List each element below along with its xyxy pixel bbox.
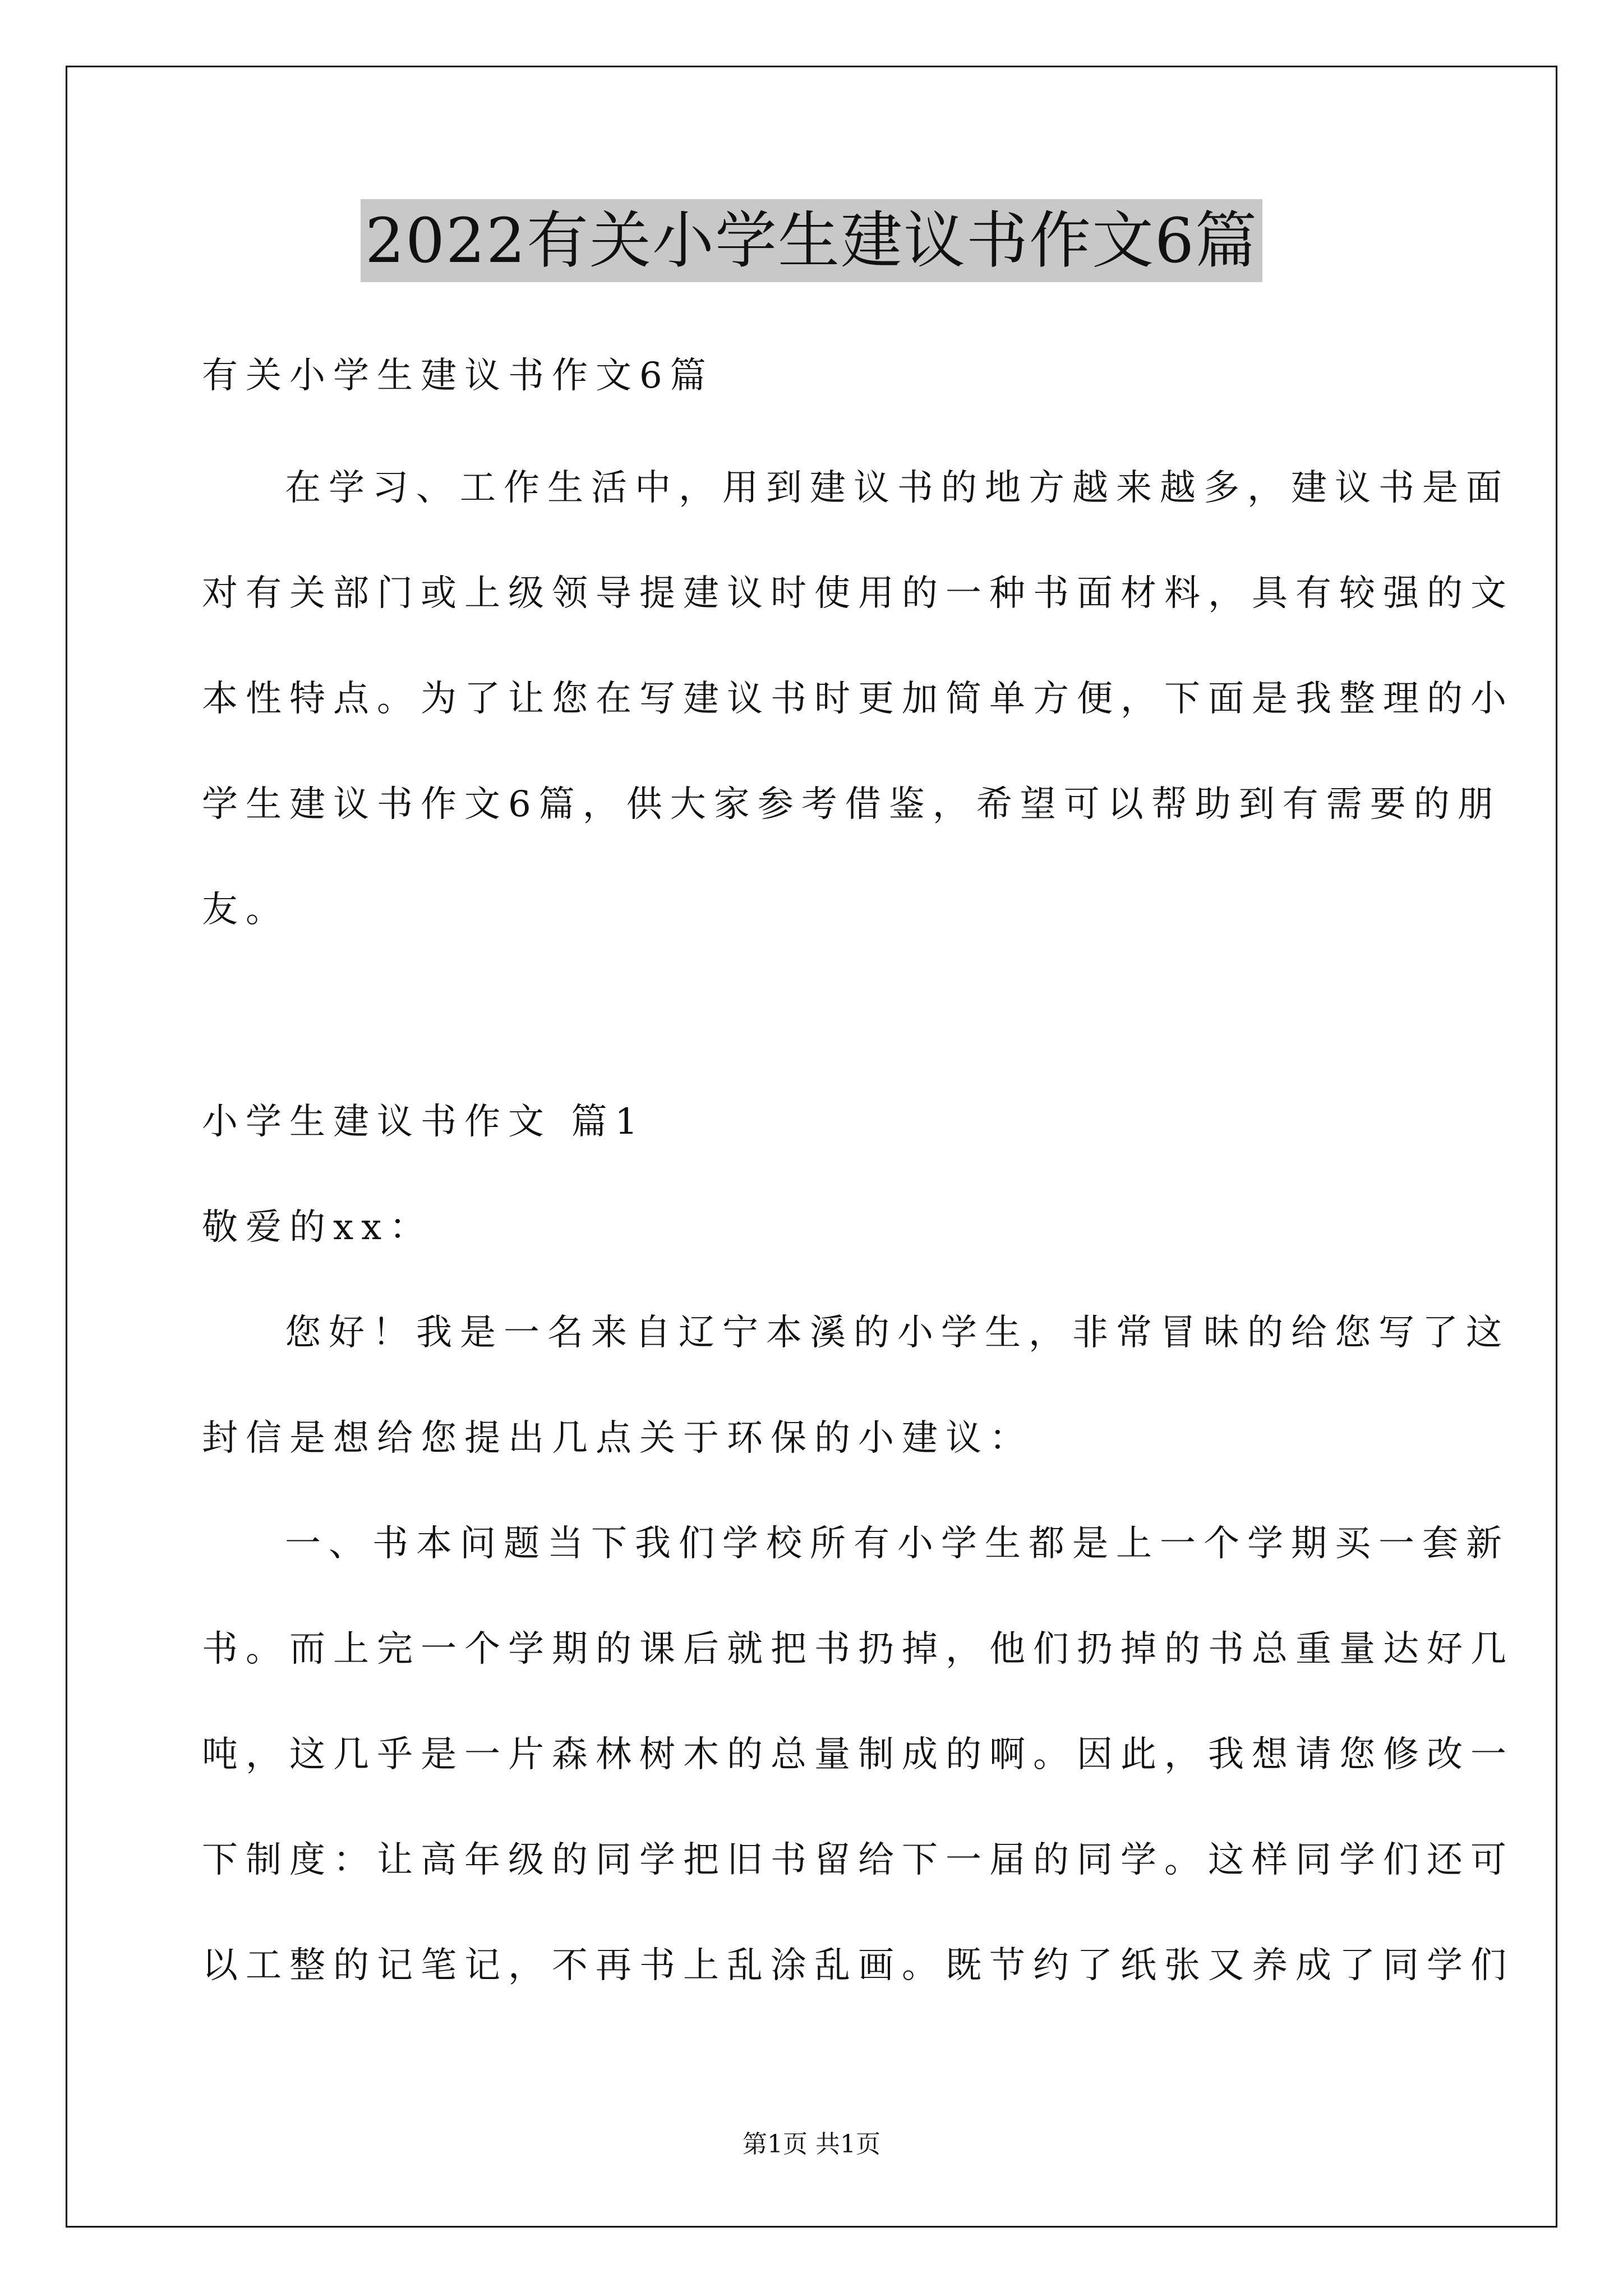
document-title: 2022有关小学生建议书作文6篇 (361, 199, 1262, 282)
section-heading: 小学生建议书作文 篇1 (202, 1101, 646, 1143)
intro-line-5: 友。 (202, 889, 289, 931)
intro-line-4: 学生建议书作文6篇，供大家参考借鉴，希望可以帮助到有需要的朋 (202, 784, 1501, 825)
intro-line-1: 在学习、工作生活中，用到建议书的地方越来越多，建议书是面 (285, 467, 1510, 509)
document-subtitle: 有关小学生建议书作文6篇 (202, 355, 714, 397)
para2-line-2: 书。而上完一个学期的课后就把书扔掉，他们扔掉的书总重量达好几 (202, 1628, 1514, 1670)
para1-line-2: 封信是想给您提出几点关于环保的小建议： (202, 1418, 1033, 1459)
para2-line-3: 吨，这几乎是一片森林树木的总量制成的啊。因此，我想请您修改一 (202, 1734, 1514, 1775)
para1-line-1: 您好！我是一名来自辽宁本溪的小学生，非常冒昧的给您写了这 (285, 1312, 1510, 1354)
salutation: 敬爱的xx： (202, 1207, 434, 1248)
intro-line-3: 本性特点。为了让您在写建议书时更加简单方便，下面是我整理的小 (202, 678, 1514, 720)
page-footer: 第1页 共1页 (743, 2130, 880, 2159)
para2-line-1: 一、书本问题当下我们学校所有小学生都是上一个学期买一套新 (285, 1523, 1510, 1565)
intro-line-2: 对有关部门或上级领导提建议时使用的一种书面材料，具有较强的文 (202, 573, 1514, 614)
title-container (0, 199, 1623, 282)
para2-line-4: 下制度：让高年级的同学把旧书留给下一届的同学。这样同学们还可 (202, 1839, 1514, 1881)
para2-line-5: 以工整的记笔记，不再书上乱涂乱画。既节约了纸张又养成了同学们 (202, 1945, 1514, 1986)
